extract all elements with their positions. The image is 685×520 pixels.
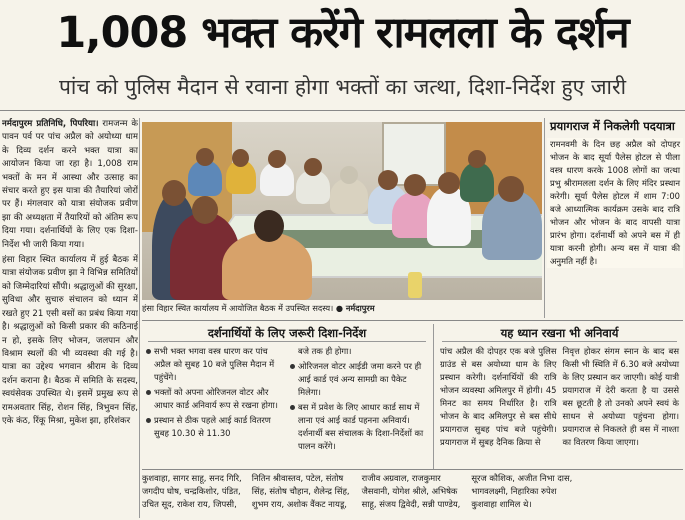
- bullet-icon: [146, 390, 151, 395]
- attendee: [222, 232, 312, 300]
- list-item: ओरिजनल वोटर आईडी जमा करने पर ही आई कार्ड एवं अन्य सामग्री का पैकेट मिलेगा।: [290, 360, 428, 399]
- bullet-icon: [146, 349, 151, 354]
- column-divider: [139, 118, 140, 518]
- photo-credit: ● नर्मदापुरम: [335, 303, 375, 313]
- list-item: बस में प्रवेश के लिए आधार कार्ड साथ में लाना एवं आई कार्ड पहनना अनिवार्य। दर्शनार्थी बस संचालक के दिशा-निर्देशों का पालन करेंगे।: [290, 401, 428, 453]
- divider: [142, 469, 683, 470]
- column-divider: [433, 324, 434, 470]
- list-item: प्रस्थान से ठीक पहले आई कार्ड वितरण सुबह 10.30 से 11.30: [146, 414, 284, 440]
- divider: [142, 320, 683, 321]
- column-divider: [544, 118, 545, 318]
- list-item: भक्तों को अपना ओरिजनल वोटर और आधार कार्ड अनिवार्य रूप से रखना होगा।: [146, 386, 284, 412]
- subheadline: पांच को पुलिस मैदान से रवाना होगा भक्तों का जत्था, दिशा-निर्देश हुए जारी: [58, 75, 627, 99]
- bullet-icon: [146, 418, 151, 423]
- sidebar-box: [547, 119, 683, 319]
- caption-text: हंसा विहार स्थित कार्यालय में आयोजित बैठक में उपस्थित सदस्य।: [142, 303, 334, 313]
- dateline: नर्मदापुरम प्रतिनिधि, पिपरिया।: [2, 119, 99, 129]
- names-continuation: कुशवाहा, सागर साहू, सनद गिरि, जगदीप घोष, चन्द्रकिशोर, पंडित, उचित सूद, राकेश राय, जिपसी, नितिन श्रीवास्तव, पटेल, संतोष सिंह, संतोष चौहान, शैलेन्द्र सिंह, शुभम राय, अशोक वैंकट नायडू, राजीव अग्रवाल, राजकुमार जैसवानी, योगेश श्रीले, अभिषेक साहू, संजय द्विवेदी, सन्नी पाण्डेय, सूरज कौशिक, अजीत निभा दास, भागवलक्ष्मी, निहारिका रुपेश कुशवाहा शामिल थे।: [142, 473, 573, 509]
- photo-caption: [142, 301, 542, 315]
- sidebar-body: रामनवमी के दिन छह अप्रैल को दोपहर भोजन के बाद सूर्या पैलेस होटल से पीला वस्त्र धारण करके 1008 लोगों का जत्था प्रभु श्रीरामलला दर्शन के लिए मंदिर प्रस्थान करेगी। सूर्या पैलेस होटल में शाम 7:00 बजे आध्यात्मिक कार्यक्रम उसके बाद रात्रि भोजन और भोजन के बाद वापसी यात्रा प्रारंभ होगा। दर्शनार्थी को अपने बस में ही यात्रा करनी होगी। अन्य बस में यात्रा की अनुमति नहीं है।: [547, 138, 683, 268]
- sidebar-title: प्रयागराज में निकलेगी पदयात्रा: [550, 119, 675, 133]
- guidelines-col-1: [146, 345, 284, 455]
- meeting-photo: [142, 122, 542, 300]
- article-paragraph-2: हंसा विहार स्थित कार्यालय में हुई बैठक में यात्रा संयोजक प्रवीण झा ने विभिन्न समितियों को जिम्मेदारियां सौंपी। श्रद्धालुओं की सुरक्षा, सुविधा और सुचारु संचालन को ध्यान में रखते हुए 21 एसी बसों का प्रबंध किया गया है। श्रद्धालुओं को किसी प्रकार की कठिनाई न हो, इसके लिए भोजन, जलपान और विश्राम स्थलों की भी व्यवस्था की गई है। यात्रा का उद्देश्य भगवान श्रीराम के दिव्य दर्शन कराना है। बैठक में समिति के सदस्य, स्वयंसेवक उपस्थित थे। इसमें प्रमुख रूप से रामअवतार सिंह, रोशन सिंह, त्रिभुवन सिंह, एके कंठ, रिंकू मिश्रा, मुकेश झा, हरिशंकर: [2, 255, 138, 426]
- attendee: [460, 162, 494, 202]
- attention-col-1: पांच अप्रैल की दोपहर एक बजे पुलिस ग्राउंड से बस अयोध्या धाम के लिए प्रस्थान करेगी। दर्शनार्थियों की रात्रि भोजन व्यवस्था अमिलपुर में होगी। 45 मिनट का समय निर्धारित है। रात्रि भोजन के बाद अमिलपुर से बस सीधे प्रयागराज सुबह पांच बजे पहुंचेगी। प्रयागराज में सुबह दैनिक क्रिया से: [440, 346, 557, 447]
- list-item: सभी भक्त भगवा वस्त्र धारण कर पांच अप्रैल को सुबह 10 बजे पुलिस मैदान में पहुंचेंगे।: [146, 345, 284, 384]
- attention-col-2: निवृत्त होकर संगम स्नान के बाद बस किसी भी स्थिति में 6.30 बजे अयोध्या के लिए प्रस्थान कर जाएगी। कोई यात्री प्रयागराज में देरी करता है या उससे बस छूटती है तो उनको अपने स्वयं के साधन से अयोध्या पहुंचना होगा। प्रयागराज से निकलते ही बस में नाश्ता का वितरण किया जाएगा।: [562, 346, 679, 447]
- attention-title: यह ध्यान रखना भी अनिवार्य: [442, 325, 677, 342]
- guidelines-title: दर्शनार्थियों के लिए जरूरी दिशा-निर्देश: [148, 325, 426, 342]
- bullet-icon: [290, 364, 295, 369]
- article-paragraph-1: रामजन्म के पावन पर्व पर पांच अप्रैल को अयोध्या धाम के दिव्य दर्शन करने भक्त यात्रा का आयोजन किया जा रहा है। 1,008 राम भक्तों के मन में आस्था और उत्साह का संचार करते हुए इस यात्रा की तैयारियां जोरों पर हैं। मंगलवार को यात्रा संयोजक प्रवीण झा की अध्यक्षता में तैयारियों को अंतिम रूप दिया गया। दर्शनार्थियों के लिए एक दिशा-निर्देश भी जारी किया गया।: [2, 119, 138, 250]
- guidelines-col-2: [290, 345, 428, 455]
- water-bottle: [408, 272, 422, 298]
- divider: [0, 110, 685, 111]
- list-item-continued: बजे तक ही होगा।: [298, 346, 352, 356]
- bullet-icon: [290, 405, 295, 410]
- headline: 1,008 भक्त करेंगे रामलला के दर्शन: [56, 8, 629, 58]
- left-article-column: [2, 118, 138, 520]
